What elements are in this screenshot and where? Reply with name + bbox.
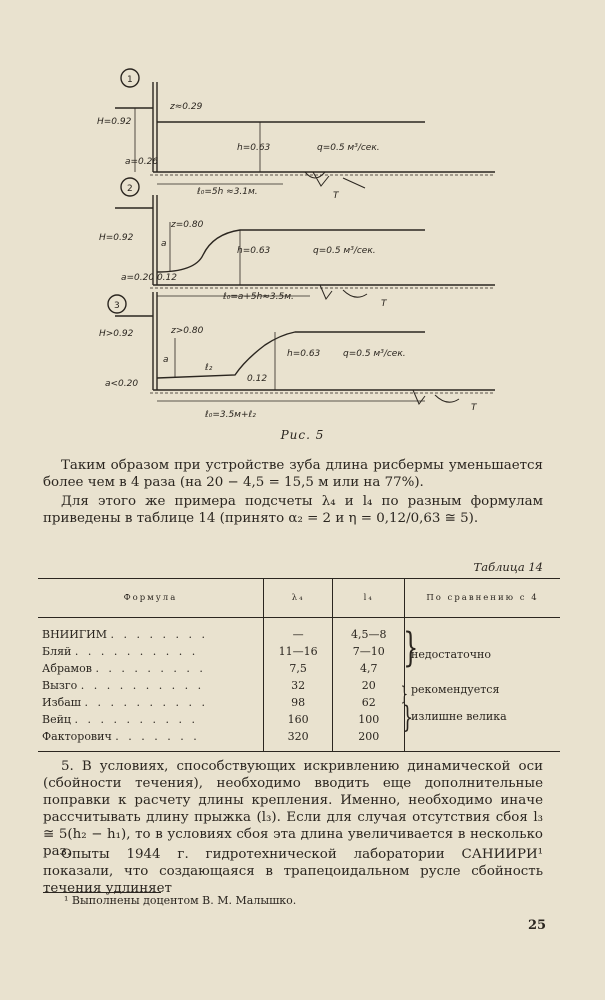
fig-z2: z=0.80 bbox=[171, 220, 204, 230]
lambda-value: — bbox=[263, 618, 333, 644]
fig-a2b: a=0.20 0.12 bbox=[121, 273, 177, 283]
paragraph-2: Для этого же примера подсчеты λ₄ и l₄ по разным формулам приведены в таблице 14 (принято α₂ = 2 и η = 0,12/0,63 ≅ 5). bbox=[43, 494, 543, 526]
l-value: 4,5—8 bbox=[333, 618, 405, 644]
fig-a2: a bbox=[161, 239, 167, 249]
l-value: 7—10 bbox=[333, 643, 405, 660]
fig-a1: a=0.26 bbox=[125, 157, 159, 167]
lambda-value: 32 bbox=[263, 677, 333, 694]
formula-name: Избаш bbox=[42, 696, 81, 709]
formula-name: Абрамов bbox=[42, 662, 92, 675]
fig-T2: T bbox=[381, 299, 387, 309]
l-value: 200 bbox=[333, 728, 405, 752]
verdict-excessive: излишне велика bbox=[411, 710, 507, 723]
table-row: ВНИИГИМ . . . . . . . . — 4,5—8 bbox=[38, 618, 560, 644]
verdict-insufficient: недостаточно bbox=[411, 648, 491, 661]
fig-a3b: a<0.20 bbox=[105, 379, 139, 389]
footnote-divider bbox=[43, 892, 161, 893]
fig-q2: q=0.5 м³/сек. bbox=[313, 246, 376, 256]
formula-name: Факторович bbox=[42, 730, 112, 743]
paragraph-3: 5. В условиях, способствующих искривлению динамической оси (сбойности течения), необходимо вводить еще дополнительные поправки к расчету длины крепления. Именно, необходимо иначе рассчитывать длину прыжка (l₃). Если для случая отсутствия сбоя l₃ ≅ 5(h₂ − h₁), то в условиях сбоя эта длина увеличивается в несколько раз. bbox=[43, 759, 543, 859]
brace-3: } bbox=[401, 700, 414, 735]
l-value: 100 bbox=[333, 711, 405, 728]
brace-2: } bbox=[400, 681, 409, 705]
table-row: Бляй . . . . . . . . . . 11—16 7—10 bbox=[38, 643, 560, 660]
table-row: Избаш . . . . . . . . . . 98 62 bbox=[38, 694, 560, 711]
fig-T3: T bbox=[471, 403, 477, 413]
fig-a3: a bbox=[163, 355, 169, 365]
table-row: Факторович . . . . . . . 320 200 bbox=[38, 728, 560, 752]
hydraulic-jump-figure bbox=[95, 60, 515, 430]
footnote: ¹ Выполнены доцентом В. М. Малышко. bbox=[64, 894, 297, 907]
l-value: 62 bbox=[333, 694, 405, 711]
formula-name: Вызго bbox=[42, 679, 78, 692]
fig-q3: q=0.5 м³/сек. bbox=[343, 349, 406, 359]
table-header-formula: Формула bbox=[38, 579, 263, 618]
lambda-value: 320 bbox=[263, 728, 333, 752]
table-row: Абрамов . . . . . . . . . 7,5 4,7 bbox=[38, 660, 560, 677]
fig-z1: z≈0.29 bbox=[170, 102, 203, 112]
fig-H3: H>0.92 bbox=[99, 329, 134, 339]
figure-caption: Рис. 5 bbox=[280, 428, 325, 442]
fig-T1: T bbox=[333, 191, 339, 201]
verdict-recommended: рекомендуется bbox=[411, 683, 500, 696]
formula-name: Бляй bbox=[42, 645, 72, 658]
fig-l2: ℓ₀=a+5h≈3.5м. bbox=[223, 292, 294, 302]
lambda-value: 98 bbox=[263, 694, 333, 711]
paragraph-4: Опыты 1944 г. гидротехнической лаборатории САНИИРИ¹ показали, что создающаяся в трапецоидальном русле сбойность течения удлиняет bbox=[43, 847, 543, 896]
table-caption: Таблица 14 bbox=[473, 560, 543, 574]
fig-h2: h=0.63 bbox=[237, 246, 271, 256]
table-row: Вейц . . . . . . . . . . 160 100 bbox=[38, 711, 560, 728]
fig-H2: H=0.92 bbox=[99, 233, 134, 243]
fig-z3: z>0.80 bbox=[171, 326, 204, 336]
formula-name: ВНИИГИМ bbox=[42, 628, 108, 641]
paragraph-1: Таким образом при устройстве зуба длина рисбермы уменьшается более чем в 4 раза (на 20 − 4,5 = 15,5 м или на 77%). bbox=[43, 458, 543, 490]
formula-name: Вейц bbox=[42, 713, 71, 726]
fig-q1: q=0.5 м³/сек. bbox=[317, 143, 380, 153]
fig-012: 0.12 bbox=[247, 374, 268, 384]
brace-1: } bbox=[403, 625, 419, 671]
table-header-lambda: λ₄ bbox=[263, 579, 333, 618]
fig-l3: ℓ₂ bbox=[205, 363, 213, 373]
fig-num-3: 3 bbox=[114, 301, 120, 311]
fig-l3b: ℓ₀=3.5м+ℓ₂ bbox=[205, 410, 256, 420]
fig-h1: h=0.63 bbox=[237, 143, 271, 153]
l-value: 20 bbox=[333, 677, 405, 694]
lambda-value: 7,5 bbox=[263, 660, 333, 677]
table-row: Вызго . . . . . . . . . . 32 20 bbox=[38, 677, 560, 694]
lambda-value: 160 bbox=[263, 711, 333, 728]
formula-table bbox=[38, 578, 560, 752]
l-value: 4,7 bbox=[333, 660, 405, 677]
lambda-value: 11—16 bbox=[263, 643, 333, 660]
fig-num-1: 1 bbox=[127, 75, 133, 85]
fig-H1: H=0.92 bbox=[97, 117, 132, 127]
fig-num-2: 2 bbox=[127, 184, 133, 194]
page-number: 25 bbox=[528, 918, 547, 933]
table-header-comparison: По сравнению с 4 bbox=[404, 579, 560, 618]
fig-l1: ℓ₀=5h ≈3.1м. bbox=[197, 187, 258, 197]
table-header-l: l₄ bbox=[333, 579, 405, 618]
fig-h3: h=0.63 bbox=[287, 349, 321, 359]
